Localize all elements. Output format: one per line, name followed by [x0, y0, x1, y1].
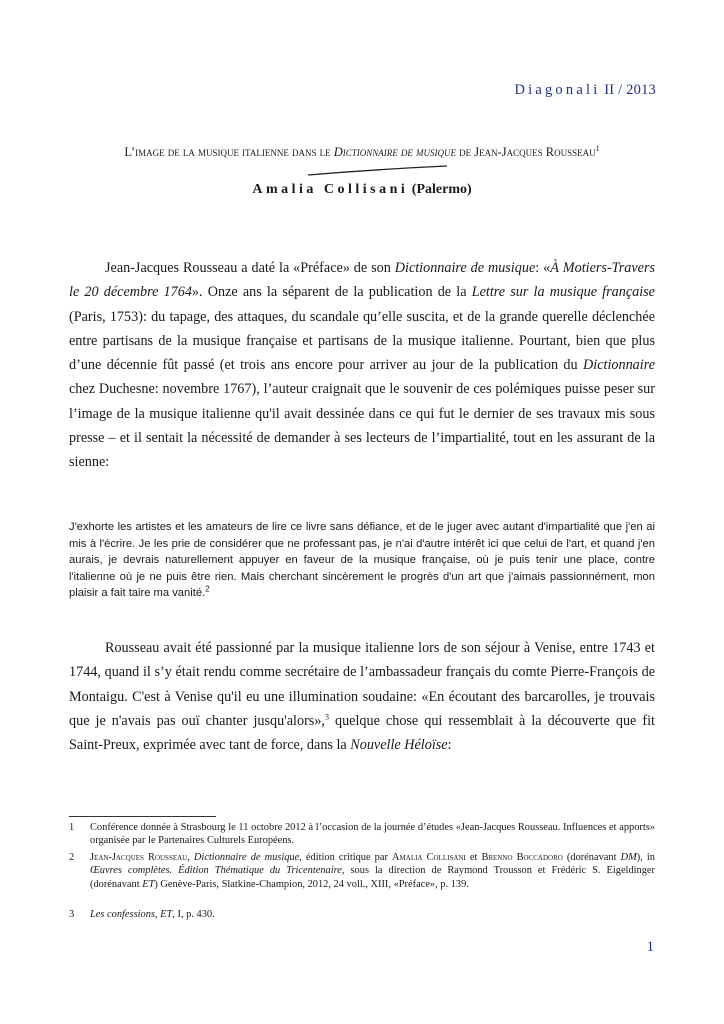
italic-text: ET [142, 878, 155, 890]
author-line [0, 182, 724, 198]
footnote-number: 2 [69, 852, 75, 863]
text: et [465, 852, 482, 863]
footnote-text [90, 851, 655, 891]
italic-text: ET [160, 909, 173, 920]
footnote-text: Conférence donnée à Strasbourg le 11 octobre 2012 à l’occasion de la journée d’études «Jean-Jacques Rousseau. Influences et apports» organisée par le Partenaires Culturels Européens. [90, 822, 655, 847]
quote-text: J'exhorte les artistes et les amateurs de lire ce livre sans défiance, et de le juger avec autant d'impartialité que j'en ai mis à l'écrire. Je les prie de considérer que ne professant pas, je n'ai d'autre intérêt ici que celui de l'art, et quand j'en aurais, je devrais naturellement appuyer en faveur de la musique française, où je puis tenir une place, contre l'italienne où je ne puis être rien. Mais cherchant sincèrement le progrès d'un art que j'aimais passionnément, mon plaisir a fait taire ma vanité. [69, 521, 655, 599]
italic-text: Dictionnaire [583, 357, 655, 374]
text: ». Onze ans la séparent de la publication de la [191, 284, 472, 301]
journal-issue: II / 2013 [604, 82, 656, 98]
text: , I, p. 430. [172, 909, 215, 920]
italic-text: Les confessions [90, 909, 155, 920]
footnote-ref: 3 [324, 712, 329, 722]
italic-text: Dictionnaire de musique [394, 260, 536, 276]
article-title [0, 145, 724, 160]
footnote-number: 1 [69, 822, 75, 833]
page-number: 1 [646, 939, 654, 955]
italic-text: Œuvres complètes. Édition Thématique du Tricentenaire [90, 865, 342, 877]
footnote-ref: 2 [205, 584, 210, 594]
footnote-1 [69, 821, 655, 848]
title-text-end: de Jean-Jacques Rousseau [455, 145, 596, 159]
italic-text: Lettre sur la musique française [471, 284, 655, 301]
text: ) Genève-Paris, Slatkine-Champion, 2012, 24 voll., XIII, «Préface», p. 139. [154, 878, 469, 890]
text: quelque chose qui ressemblait à la découverte que fit Saint-Preux, exprimée avec tant de force, dans la [69, 712, 655, 754]
italic-text: À Motiers-Travers le 20 décembre 1764 [69, 260, 656, 301]
footnote-text [90, 908, 655, 921]
title-italic: Dictionnaire de musique [333, 145, 456, 159]
block-quote [69, 519, 655, 602]
italic-text: Dictionnaire de musique [193, 852, 300, 863]
text: : [447, 737, 452, 754]
editor-smallcaps: Amalia Collisani [392, 852, 466, 863]
text: , sous la direction de Raymond Trousson et Frédéric S. Eigeldinger (dorénavant [90, 865, 655, 890]
journal-header [514, 82, 656, 99]
footnote-ref: 1 [595, 143, 600, 153]
italic-text: DM [620, 852, 637, 863]
footnote-number: 3 [69, 909, 75, 920]
author-name: Amalia Collisani [252, 182, 409, 197]
text: chez Duchesne: novembre 1767), l’auteur craignait que le souvenir de ces polémiques puisse peser sur l’image de la musique italienne qu'il avait dessinée dans ce qui fut le dernier de ses travaux mis sous presse – et il sentait la nécessité de demander à ses lecteurs de l’impartialité, tout en les assurant de la sienne: [69, 381, 655, 471]
editor-smallcaps: Brenno Boccadoro [481, 852, 563, 863]
text: Jean-Jacques Rousseau a daté la «Préface» de son [105, 260, 395, 276]
text: ), in [636, 852, 655, 863]
text: , édition critique par [299, 852, 393, 863]
footnote-3 [69, 908, 655, 921]
text: : « [535, 260, 551, 276]
author-affiliation: (Palermo) [411, 182, 472, 197]
author-smallcaps: Jean-Jacques Rousseau [90, 852, 188, 863]
text: Rousseau avait été passionné par la musique italienne lors de son séjour à Venise, entre 1743 et 1744, quand il s’y était rendu comme secrétaire de l’ambassadeur français du comte Pierre-François de Montaigu. C'est à Venise qu'il eu une illumination soudaine: «En écoutant des barcarolles, je trouvais que je n'avais pas ouï chanter jusqu'alors», [69, 640, 655, 729]
journal-name: Diagonali [514, 82, 601, 98]
text: (Paris, 1753): du tapage, des attaques, du scandale qu’elle suscita, et de la grande querelle déclenchée entre partisans de la musique française et partisans de la musique italienne. Pourtant, bien que plus d’une décennie fût passé (et trois ans encore pour arriver au jour de la publication du [69, 308, 655, 374]
text: (dorénavant [562, 852, 621, 863]
footnote-separator [69, 816, 216, 817]
title-text: L’image de la musique italienne dans le [124, 145, 334, 159]
text: , [187, 852, 194, 863]
footnote-2 [69, 851, 655, 891]
italic-text: Nouvelle Héloïse [350, 737, 448, 754]
paragraph-2 [69, 636, 655, 757]
paragraph-1 [69, 256, 655, 475]
text: , [154, 909, 161, 920]
